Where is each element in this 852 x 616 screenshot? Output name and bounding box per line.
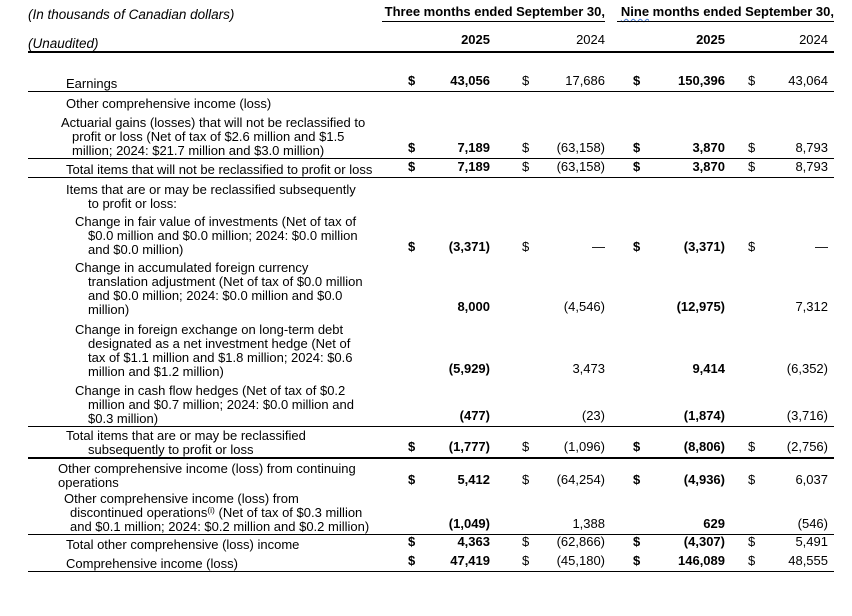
value-nine-months-2025: 9,414 xyxy=(692,361,725,376)
period-header-three-months xyxy=(384,2,605,22)
value-nine-months-2025: (4,307) xyxy=(683,534,725,549)
dollar-sign xyxy=(490,379,530,427)
dollar-sign xyxy=(402,178,420,212)
value-nine-months-2025 xyxy=(641,92,725,112)
row-label: Actuarial gains (losses) that will not be reclassified to profit or loss (Net of tax of $2.6 million and $1.5 million; 2024: $21.7 million and $3.0 million) xyxy=(28,111,402,159)
dollar-sign: $ xyxy=(605,52,641,92)
value-nine-months-2025: 146,089 xyxy=(641,552,725,572)
dollar-sign xyxy=(725,178,756,212)
value-three-months-2024: (63,158) xyxy=(530,159,605,178)
dollar-sign xyxy=(490,92,530,112)
dollar-sign xyxy=(605,490,641,535)
dollar-sign: $ xyxy=(605,427,641,459)
dollar-sign: $ xyxy=(725,52,756,92)
value-three-months-2024 xyxy=(530,92,605,112)
dollar-sign: $ xyxy=(725,427,756,459)
row-label: Other comprehensive income (loss) from continuing operations xyxy=(58,461,356,490)
year-header-nine-months-2025: 2025 xyxy=(605,22,725,52)
dollar-sign: $ xyxy=(522,472,530,487)
period-header-three-months-label: Three months ended September 30, xyxy=(384,4,605,19)
value-nine-months-2024: 48,555 xyxy=(756,552,834,572)
dollar-sign xyxy=(605,379,641,427)
dollar-sign xyxy=(725,257,756,317)
doc-subtitle-line1: (In thousands of Canadian dollars) xyxy=(28,7,235,22)
dollar-sign: $ xyxy=(748,472,756,487)
dollar-sign: $ xyxy=(605,111,641,159)
value-three-months-2025: 47,419 xyxy=(420,552,490,572)
value-three-months-2025: 8,000 xyxy=(457,299,490,314)
dollar-sign: $ xyxy=(402,52,420,92)
year-header-row xyxy=(28,22,834,52)
row-label: Total items that will not be reclassified to profit or loss xyxy=(28,159,402,178)
dollar-sign xyxy=(402,257,420,317)
row-label: Comprehensive income (loss) xyxy=(28,552,402,572)
dollar-sign: $ xyxy=(633,534,641,549)
value-three-months-2025: 43,056 xyxy=(420,52,490,92)
value-three-months-2024: (23) xyxy=(530,379,605,427)
value-nine-months-2024: (546) xyxy=(756,490,834,535)
table-row-total-reclassified xyxy=(28,427,834,459)
table-row-fair-value-investments xyxy=(28,211,834,257)
value-nine-months-2024: 8,793 xyxy=(756,159,834,178)
value-three-months-2025: (3,371) xyxy=(448,239,490,254)
dollar-sign xyxy=(605,92,641,112)
row-label: Change in fair value of investments (Net of tax of $0.0 million and $0.0 million; 2024: $0.0 million and $0.0 million) xyxy=(75,214,358,257)
dollar-sign xyxy=(402,317,420,379)
value-three-months-2024: 3,473 xyxy=(572,361,605,376)
spellcheck-underlined-word: Nine xyxy=(620,4,650,19)
value-three-months-2025 xyxy=(420,178,490,212)
table-row-comprehensive-income xyxy=(28,552,834,572)
dollar-sign: $ xyxy=(490,552,530,572)
dollar-sign: $ xyxy=(408,534,416,549)
dollar-sign: $ xyxy=(725,111,756,159)
value-nine-months-2024: (6,352) xyxy=(786,361,828,376)
year-header-nine-months-2024: 2024 xyxy=(725,22,834,52)
value-three-months-2025 xyxy=(420,92,490,112)
dollar-sign: $ xyxy=(402,552,420,572)
table-row-oci-discontinued-operations xyxy=(28,490,834,535)
value-nine-months-2024: 7,312 xyxy=(795,299,828,314)
value-three-months-2024: — xyxy=(592,239,605,254)
dollar-sign: $ xyxy=(402,427,420,459)
dollar-sign xyxy=(725,379,756,427)
value-three-months-2024: 1,388 xyxy=(530,490,605,535)
period-header-nine-months-label: months ended September 30, xyxy=(649,4,834,19)
value-three-months-2025: (1,777) xyxy=(420,427,490,459)
dollar-sign: $ xyxy=(605,159,641,178)
dollar-sign xyxy=(490,257,530,317)
row-label: Earnings xyxy=(28,52,402,92)
dollar-sign: $ xyxy=(633,472,641,487)
comprehensive-income-table xyxy=(28,2,834,572)
value-three-months-2024 xyxy=(530,178,605,212)
value-nine-months-2025 xyxy=(641,178,725,212)
value-three-months-2024: (63,158) xyxy=(530,111,605,159)
value-nine-months-2024: 5,491 xyxy=(795,534,828,549)
dollar-sign: $ xyxy=(490,52,530,92)
dollar-sign xyxy=(605,257,641,317)
value-nine-months-2024: 43,064 xyxy=(756,52,834,92)
row-label: Other comprehensive income (loss) from discontinued operations$^{(i)}$ (Net of tax of $0.3 million and $0.1 million; 2024: $0.2 million and $0.2 million) xyxy=(28,490,402,535)
dollar-sign: $ xyxy=(522,534,530,549)
value-three-months-2025: (5,929) xyxy=(448,361,490,376)
value-three-months-2025: (477) xyxy=(420,379,490,427)
value-nine-months-2025: (8,806) xyxy=(641,427,725,459)
value-three-months-2025: 7,189 xyxy=(420,111,490,159)
value-nine-months-2024: 8,793 xyxy=(756,111,834,159)
dollar-sign: $ xyxy=(725,159,756,178)
value-nine-months-2025: 150,396 xyxy=(641,52,725,92)
dollar-sign xyxy=(605,317,641,379)
dollar-sign: $ xyxy=(402,159,420,178)
table-row-earnings xyxy=(28,52,834,92)
dollar-sign xyxy=(725,92,756,112)
value-three-months-2024: (62,866) xyxy=(556,534,605,549)
table-body xyxy=(28,52,834,572)
year-header-three-months-2025: 2025 xyxy=(402,22,490,52)
dollar-sign: $ xyxy=(605,552,641,572)
table-row-total-other-comprehensive xyxy=(28,535,834,553)
dollar-sign xyxy=(490,178,530,212)
dollar-sign: $ xyxy=(490,111,530,159)
value-three-months-2025: 4,363 xyxy=(457,534,490,549)
period-header-nine-months xyxy=(605,2,834,22)
dollar-sign: $ xyxy=(402,111,420,159)
dollar-sign xyxy=(490,317,530,379)
value-three-months-2024: (1,096) xyxy=(530,427,605,459)
value-three-months-2025: 7,189 xyxy=(420,159,490,178)
dollar-sign xyxy=(402,490,420,535)
value-nine-months-2024: (2,756) xyxy=(756,427,834,459)
table-row-oci-section-header xyxy=(28,92,834,112)
value-nine-months-2024: 6,037 xyxy=(795,472,828,487)
table-row-items-reclassified-header xyxy=(28,178,834,212)
value-nine-months-2024: — xyxy=(815,239,828,254)
table-row-actuarial-gains xyxy=(28,111,834,159)
value-nine-months-2025: 3,870 xyxy=(641,111,725,159)
value-nine-months-2025: 629 xyxy=(641,490,725,535)
dollar-sign xyxy=(725,490,756,535)
value-nine-months-2024 xyxy=(756,178,834,212)
value-nine-months-2025: (3,371) xyxy=(683,239,725,254)
value-three-months-2024: 17,686 xyxy=(530,52,605,92)
value-three-months-2024: (64,254) xyxy=(556,472,605,487)
dollar-sign: $ xyxy=(490,427,530,459)
dollar-sign xyxy=(402,92,420,112)
dollar-sign: $ xyxy=(633,239,641,254)
value-nine-months-2025: (12,975) xyxy=(676,299,725,314)
table-row-cash-flow-hedges xyxy=(28,379,834,427)
dollar-sign: $ xyxy=(408,239,416,254)
row-label: Change in cash flow hedges (Net of tax of $0.2 million and $0.7 million; 2024: $0.0 million and $0.3 million) xyxy=(28,379,402,427)
doc-subtitle-line2: (Unaudited) xyxy=(28,22,402,52)
row-label: Change in accumulated foreign currency translation adjustment (Net of tax of $0.0 million and $0.0 million; 2024: $0.0 million and $0.0 million) xyxy=(75,260,363,317)
dollar-sign: $ xyxy=(725,552,756,572)
footnote-marker: (i) xyxy=(207,505,215,515)
table-row-total-not-reclassified xyxy=(28,159,834,178)
row-label: Total items that are or may be reclassified subsequently to profit or loss xyxy=(28,427,402,459)
row-label: Items that are or may be reclassified subsequently to profit or loss: xyxy=(66,182,356,211)
value-three-months-2025: (1,049) xyxy=(420,490,490,535)
value-nine-months-2025: (1,874) xyxy=(641,379,725,427)
value-three-months-2025: 5,412 xyxy=(457,472,490,487)
dollar-sign xyxy=(725,317,756,379)
dollar-sign xyxy=(402,379,420,427)
table-row-foreign-exchange-long-term-debt xyxy=(28,317,834,379)
dollar-sign xyxy=(490,490,530,535)
dollar-sign: $ xyxy=(490,159,530,178)
dollar-sign: $ xyxy=(748,239,756,254)
period-header-row xyxy=(28,2,834,22)
row-label: Total other comprehensive (loss) income xyxy=(66,537,300,552)
table-row-accumulated-foreign-currency xyxy=(28,257,834,317)
dollar-sign: $ xyxy=(748,534,756,549)
row-label: Change in foreign exchange on long-term debt designated as a net investment hedge (Net of tax of $1.1 million and $1.8 million; 2024: $0.6 million and $1.2 million) xyxy=(75,322,353,379)
row-label: Other comprehensive income (loss) xyxy=(66,96,272,111)
value-nine-months-2025: 3,870 xyxy=(641,159,725,178)
value-nine-months-2024 xyxy=(756,92,834,112)
table-row-oci-continuing-operations xyxy=(28,458,834,490)
value-three-months-2024: (4,546) xyxy=(563,299,605,314)
dollar-sign xyxy=(605,178,641,212)
value-nine-months-2024: (3,716) xyxy=(756,379,834,427)
dollar-sign: $ xyxy=(408,472,416,487)
value-nine-months-2025: (4,936) xyxy=(683,472,725,487)
year-header-three-months-2024: 2024 xyxy=(490,22,605,52)
dollar-sign: $ xyxy=(522,239,530,254)
value-three-months-2024: (45,180) xyxy=(530,552,605,572)
